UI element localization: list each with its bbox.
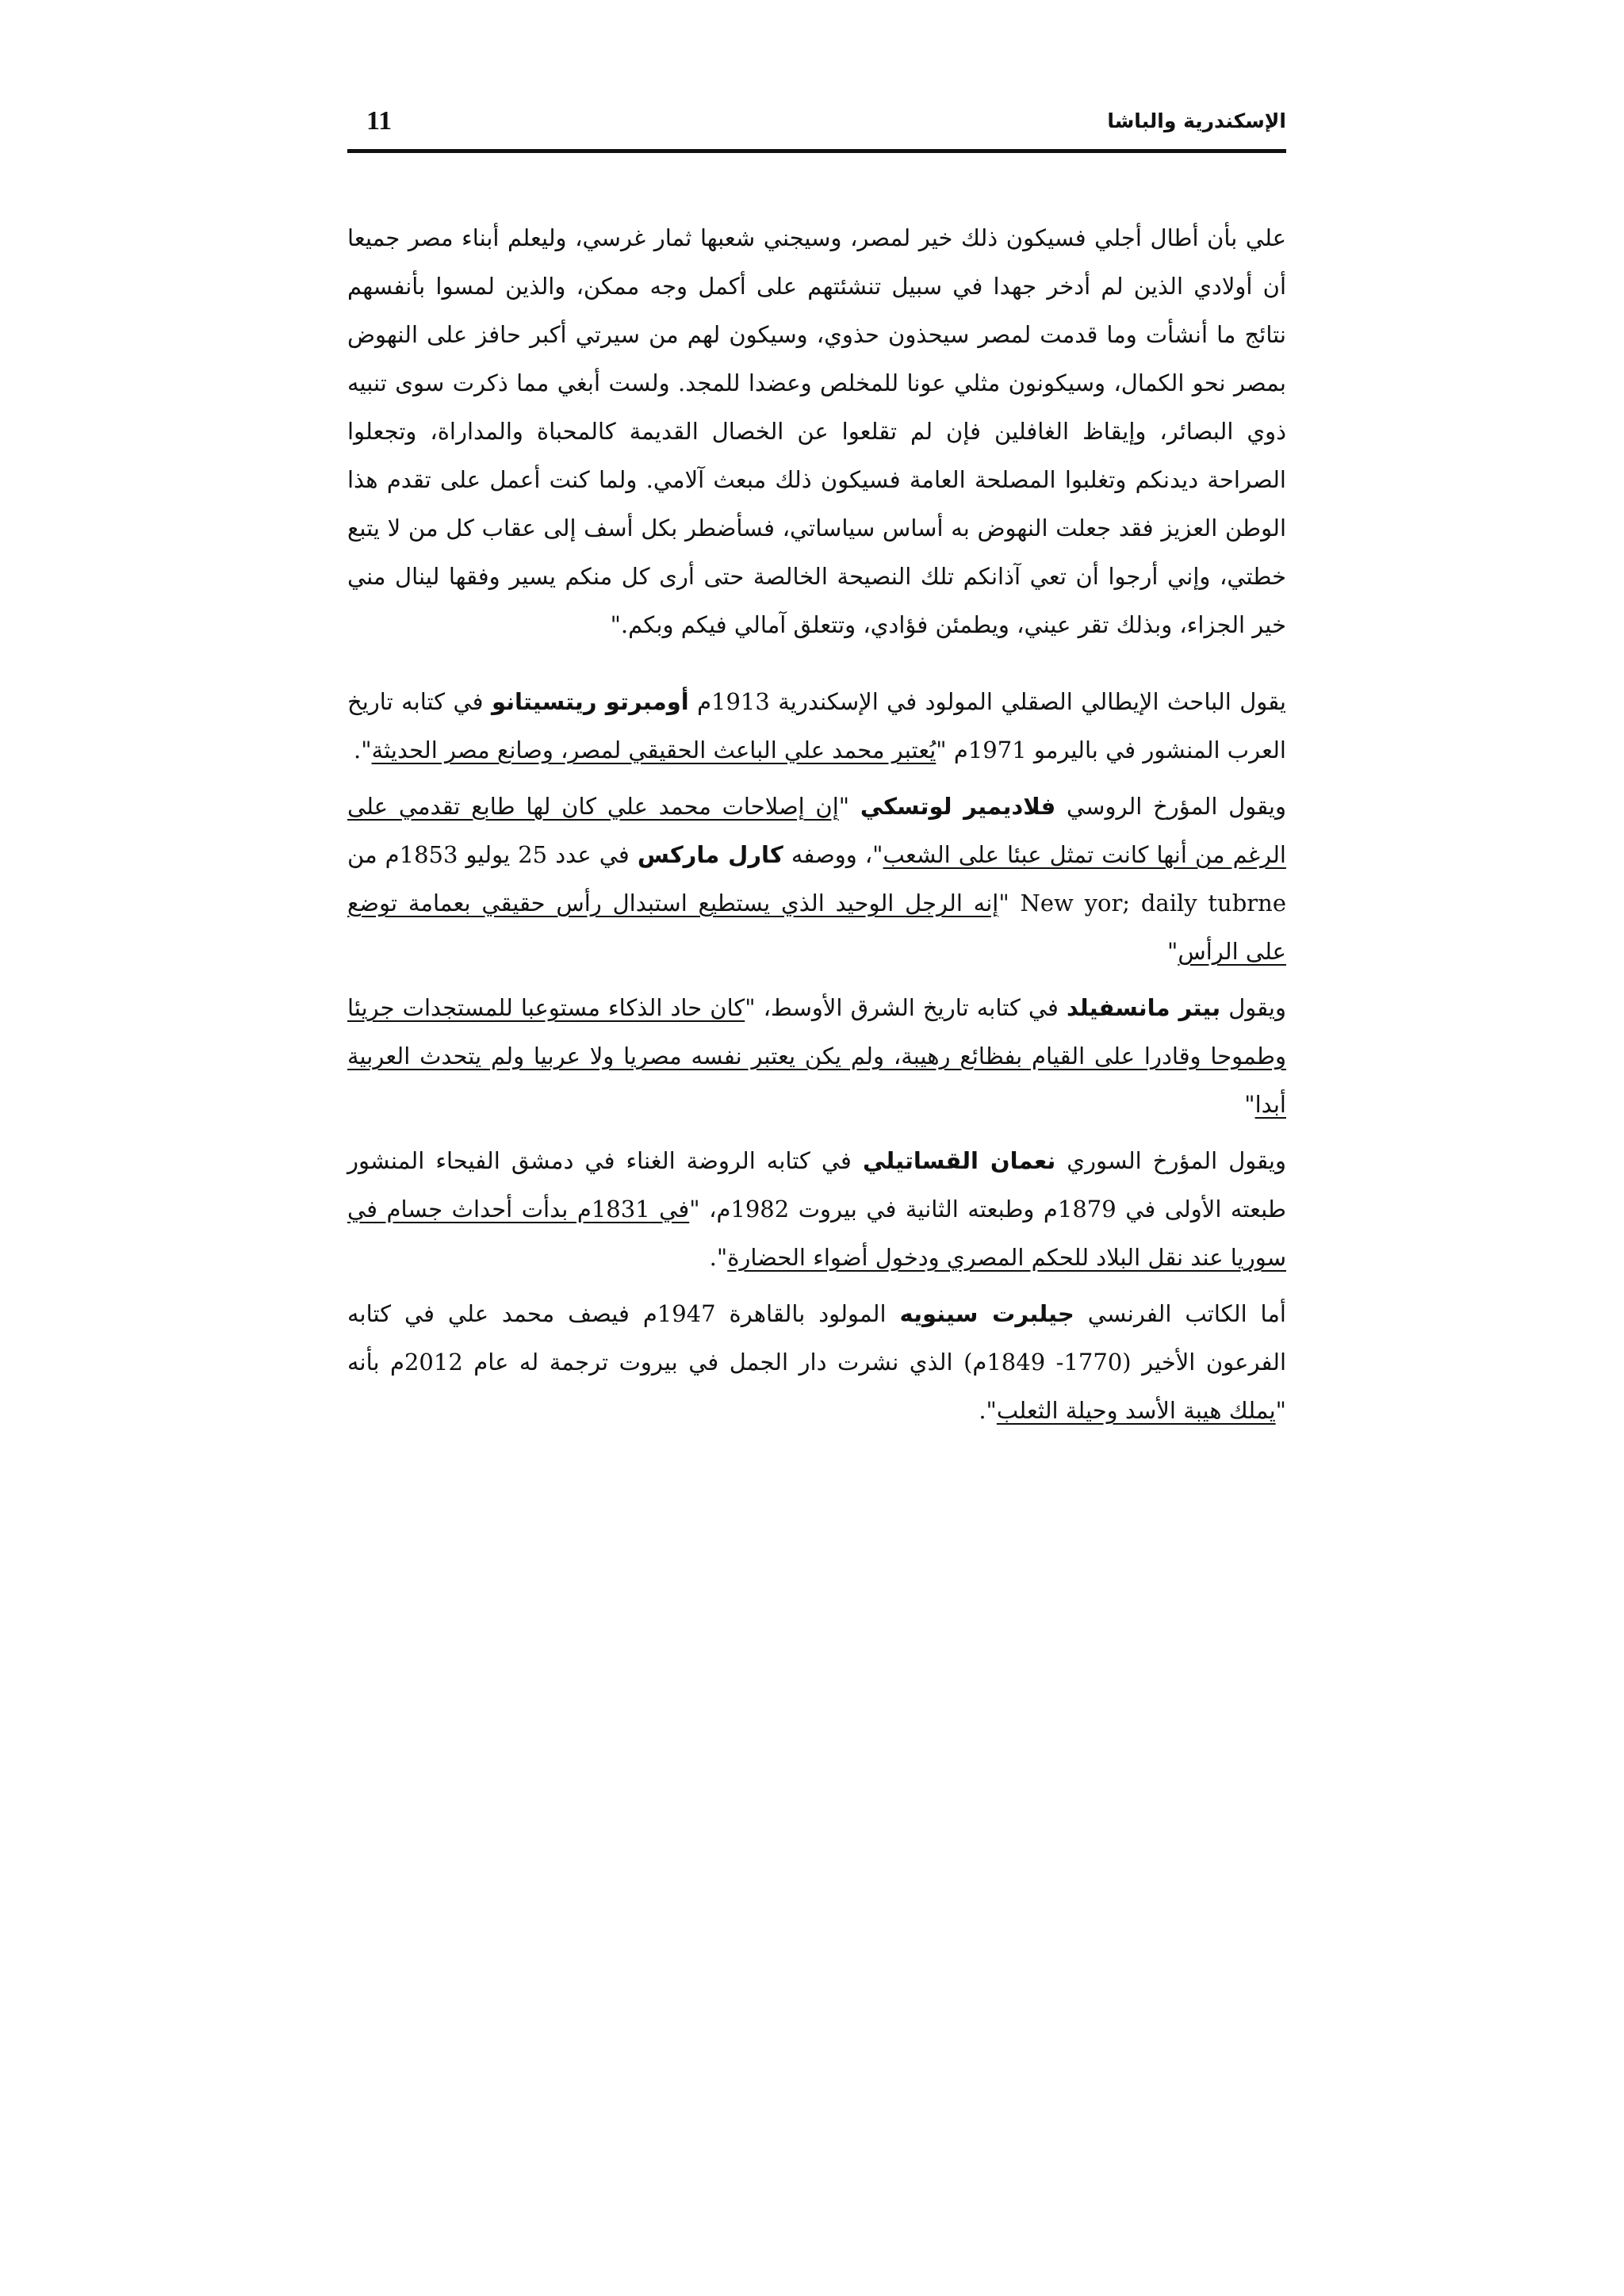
text-segment: ". xyxy=(354,737,372,763)
page-number: 11 xyxy=(366,106,393,136)
text-segment: " xyxy=(838,793,860,820)
text-segment: "، ووصفه xyxy=(783,841,883,868)
underlined-quote: يُعتبر محمد علي الباعث الحقيقي لمصر، وصانع مصر الحديثة xyxy=(371,737,936,763)
author-name: فلاديمير لوتسكي xyxy=(860,793,1056,820)
text-segment: المولود بالقاهرة 1947م فيصف محمد علي في كتابه الفرعون الأخير (1770- 1849م) الذي نشرت دار الجمل في بيروت ترجمة له عام 2012م بأنه " xyxy=(347,1300,1287,1424)
paragraph-sinoue xyxy=(347,1290,1286,1435)
text-segment: في كتابه تاريخ العرب المنشور في باليرمو 1971م " xyxy=(347,688,1286,763)
underlined-quote: يملك هيبة الأسد وحيلة الثعلب xyxy=(996,1397,1276,1424)
text-segment: ". xyxy=(979,1397,997,1424)
author-name: أومبرتو ريتسيتانو xyxy=(491,688,689,715)
author-name: كارل ماركس xyxy=(637,841,783,868)
page-header xyxy=(347,101,1286,153)
text-segment: ويقول xyxy=(1220,994,1287,1021)
text-segment: " xyxy=(1167,938,1178,965)
underlined-quote: إن إصلاحات محمد علي كان لها طابع تقدمي على الرغم من أنها كانت تمثل عبئا على الشعب xyxy=(347,793,1286,868)
text-segment: ويقول المؤرخ السوري xyxy=(1055,1147,1286,1174)
text-segment: " xyxy=(1244,1091,1255,1118)
text-segment: في كتابه الروضة الغناء في دمشق الفيحاء المنشور طبعته الأولى في 1879م وطبعته الثانية في بيروت 1982م، " xyxy=(347,1147,1287,1223)
text-segment: يقول الباحث الإيطالي الصقلي المولود في الإسكندرية 1913م xyxy=(688,688,1286,715)
author-name: نعمان القساتيلي xyxy=(862,1147,1056,1174)
author-name: جيلبرت سينويه xyxy=(899,1300,1074,1327)
text-segment: في عدد 25 يوليو 1853م من New yor; daily tubrne " xyxy=(347,841,1286,916)
text-segment: في كتابه تاريخ الشرق الأوسط، " xyxy=(745,994,1067,1021)
paragraph-scitano xyxy=(347,678,1286,775)
text-segment: ويقول المؤرخ الروسي xyxy=(1055,793,1286,820)
paragraph-mansfield xyxy=(347,984,1286,1129)
underlined-quote: إنه الرجل الوحيد الذي يستطيع استبدال رأس حقيقي بعمامة توضع على الرأس xyxy=(347,890,1286,965)
underlined-quote: في 1831م بدأت أحداث جسام في سوريا عند نقل البلاد للحكم المصري ودخول أضواء الحضارة xyxy=(347,1196,1286,1271)
text-segment: ". xyxy=(709,1244,728,1271)
text-segment: أما الكاتب الفرنسي xyxy=(1074,1300,1286,1327)
underlined-quote: كان حاد الذكاء مستوعبا للمستجدات جريئا وطموحا وقادرا على القيام بفظائع رهيبة، ولم يكن يعتبر نفسه مصريا ولا عربيا ولم يتحدث العربية أبدا xyxy=(347,994,1286,1118)
running-title: الإسكندرية والباشا xyxy=(1107,109,1286,132)
page-body xyxy=(347,214,1286,1435)
paragraph-lutsky-marx xyxy=(347,783,1286,976)
paragraph-quote-continuation: علي بأن أطال أجلي فسيكون ذلك خير لمصر، وسيجني شعبها ثمار غرسي، وليعلم أبناء مصر جميعا أن أولادي الذين لم أدخر جهدا في سبيل تنشئتهم على أكمل وجه ممكن، والذين لمسوا بأنفسهم نتائج ما أنشأت وما قدمت لمصر سيحذون حذوي، وسيكون لهم من سيرتي أكبر حافز على النهوض بمصر نحو الكمال، وسيكونون مثلي عونا للمخلص وعضدا للمجد. ولست أبغي مما ذكرت سوى تنبيه ذوي البصائر، وإيقاظ الغافلين فإن لم تقلعوا عن الخصال القديمة كالمحباة والمداراة، وتجعلوا الصراحة ديدنكم وتغلبوا المصلحة العامة فسيكون ذلك مبعث آلامي. ولما كنت أعمل على تقدم هذا الوطن العزيز فقد جعلت النهوض به أساس سياساتي، فسأضطر بكل أسف إلى عقاب كل من لا يتبع خطتي، وإني أرجوا أن تعي آذانكم تلك النصيحة الخالصة حتى أرى كل منكم يسير وفقها لينال مني خير الجزاء، وبذلك تقر عيني، ويطمئن فؤادي، وتتعلق آمالي فيكم وبكم." xyxy=(347,224,1286,638)
paragraph-qasatili xyxy=(347,1137,1286,1282)
author-name: بيتر مانسفيلد xyxy=(1066,994,1221,1021)
